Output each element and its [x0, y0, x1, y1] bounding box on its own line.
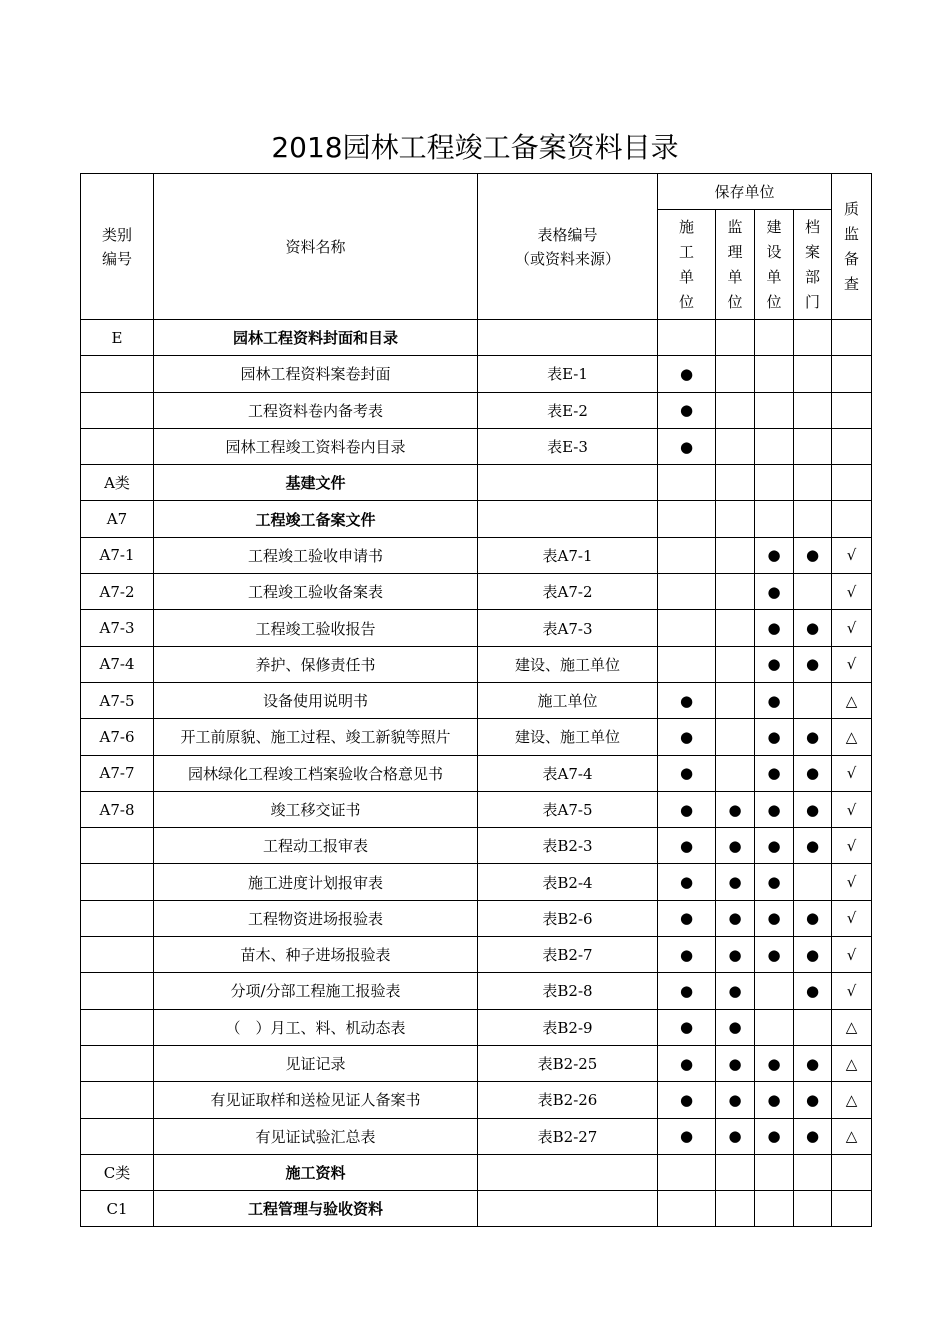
mark-archive	[794, 864, 832, 900]
row-form: 表E-3	[478, 428, 658, 464]
table-row	[81, 1118, 872, 1154]
mark-supervision	[716, 537, 755, 573]
row-code	[81, 973, 154, 1009]
mark-construction	[658, 537, 716, 573]
row-code: A7-4	[81, 646, 154, 682]
row-name: 工程竣工备案文件	[154, 501, 478, 537]
row-name: 园林工程竣工资料卷内目录	[154, 428, 478, 464]
mark-builder: ●	[755, 1118, 794, 1154]
mark-builder	[755, 465, 794, 501]
mark-archive	[794, 320, 832, 356]
mark-builder	[755, 1009, 794, 1045]
row-form: 建设、施工单位	[478, 646, 658, 682]
mark-builder	[755, 356, 794, 392]
mark-archive: ●	[794, 900, 832, 936]
mark-quality: √	[832, 755, 872, 791]
mark-supervision	[716, 610, 755, 646]
mark-quality: √	[832, 791, 872, 827]
mark-construction: ●	[658, 864, 716, 900]
row-code: C1	[81, 1191, 154, 1227]
table-row	[81, 755, 872, 791]
mark-quality: √	[832, 537, 872, 573]
row-code	[81, 1009, 154, 1045]
mark-supervision	[716, 646, 755, 682]
row-name: 养护、保修责任书	[154, 646, 478, 682]
row-name: 工程动工报审表	[154, 828, 478, 864]
table-row	[81, 864, 872, 900]
row-code	[81, 1118, 154, 1154]
row-code	[81, 1045, 154, 1081]
mark-quality	[832, 356, 872, 392]
mark-construction	[658, 574, 716, 610]
mark-archive: ●	[794, 646, 832, 682]
mark-supervision: ●	[716, 791, 755, 827]
table-row	[81, 428, 872, 464]
mark-builder: ●	[755, 682, 794, 718]
mark-supervision	[716, 1154, 755, 1190]
row-form: 表E-1	[478, 356, 658, 392]
row-name: 工程竣工验收备案表	[154, 574, 478, 610]
row-form: 表B2-3	[478, 828, 658, 864]
mark-supervision: ●	[716, 1118, 755, 1154]
row-name: 分项/分部工程施工报验表	[154, 973, 478, 1009]
mark-quality	[832, 501, 872, 537]
mark-quality: √	[832, 646, 872, 682]
mark-supervision	[716, 392, 755, 428]
table-row	[81, 392, 872, 428]
mark-supervision	[716, 755, 755, 791]
mark-archive: ●	[794, 755, 832, 791]
row-code	[81, 392, 154, 428]
header-builder: 建设单位	[755, 210, 794, 320]
row-code	[81, 428, 154, 464]
row-name: 园林工程资料封面和目录	[154, 320, 478, 356]
mark-supervision: ●	[716, 828, 755, 864]
mark-builder	[755, 973, 794, 1009]
row-form: 表B2-8	[478, 973, 658, 1009]
row-name: 见证记录	[154, 1045, 478, 1081]
row-name: 基建文件	[154, 465, 478, 501]
row-form: 表A7-4	[478, 755, 658, 791]
mark-supervision: ●	[716, 864, 755, 900]
table-row	[81, 356, 872, 392]
row-form	[478, 320, 658, 356]
row-code: A7-5	[81, 682, 154, 718]
row-code	[81, 1082, 154, 1118]
table-row	[81, 1045, 872, 1081]
table-row	[81, 610, 872, 646]
row-form: 表B2-27	[478, 1118, 658, 1154]
mark-supervision	[716, 465, 755, 501]
mark-archive: ●	[794, 973, 832, 1009]
mark-quality	[832, 1154, 872, 1190]
row-form: 表B2-25	[478, 1045, 658, 1081]
mark-supervision	[716, 682, 755, 718]
mark-builder	[755, 1154, 794, 1190]
row-code: A7-8	[81, 791, 154, 827]
mark-builder	[755, 320, 794, 356]
row-form: 表B2-7	[478, 937, 658, 973]
mark-quality: △	[832, 1045, 872, 1081]
table-row	[81, 1191, 872, 1227]
table-row	[81, 501, 872, 537]
table-row	[81, 682, 872, 718]
mark-archive	[794, 1009, 832, 1045]
row-form: 施工单位	[478, 682, 658, 718]
mark-builder: ●	[755, 755, 794, 791]
mark-quality: √	[832, 574, 872, 610]
row-name: 开工前原貌、施工过程、竣工新貌等照片	[154, 719, 478, 755]
row-form: 表A7-3	[478, 610, 658, 646]
row-name: 工程资料卷内备考表	[154, 392, 478, 428]
mark-archive: ●	[794, 791, 832, 827]
mark-archive	[794, 1191, 832, 1227]
table-row	[81, 719, 872, 755]
row-name: 园林绿化工程竣工档案验收合格意见书	[154, 755, 478, 791]
mark-archive	[794, 682, 832, 718]
mark-builder: ●	[755, 537, 794, 573]
mark-construction	[658, 646, 716, 682]
row-code: A7-2	[81, 574, 154, 610]
mark-supervision: ●	[716, 1009, 755, 1045]
row-form	[478, 1154, 658, 1190]
mark-supervision: ●	[716, 1082, 755, 1118]
mark-archive: ●	[794, 719, 832, 755]
mark-builder: ●	[755, 719, 794, 755]
mark-quality: √	[832, 937, 872, 973]
mark-archive: ●	[794, 1118, 832, 1154]
mark-construction	[658, 610, 716, 646]
mark-builder: ●	[755, 1082, 794, 1118]
mark-quality	[832, 392, 872, 428]
mark-builder: ●	[755, 864, 794, 900]
row-form: 表A7-5	[478, 791, 658, 827]
mark-supervision	[716, 1191, 755, 1227]
row-name: 工程竣工验收申请书	[154, 537, 478, 573]
mark-construction: ●	[658, 682, 716, 718]
mark-quality: √	[832, 900, 872, 936]
row-code: A7-7	[81, 755, 154, 791]
mark-construction	[658, 1191, 716, 1227]
mark-archive	[794, 501, 832, 537]
mark-archive: ●	[794, 1045, 832, 1081]
mark-builder	[755, 501, 794, 537]
mark-builder: ●	[755, 574, 794, 610]
mark-quality: △	[832, 1082, 872, 1118]
mark-construction: ●	[658, 719, 716, 755]
mark-quality: √	[832, 610, 872, 646]
mark-quality: √	[832, 828, 872, 864]
row-form: 表B2-6	[478, 900, 658, 936]
mark-construction: ●	[658, 973, 716, 1009]
header-construction: 施工单位	[658, 210, 716, 320]
row-name: 施工进度计划报审表	[154, 864, 478, 900]
mark-archive: ●	[794, 610, 832, 646]
header-archive: 档案部门	[794, 210, 832, 320]
table-row	[81, 1009, 872, 1045]
row-form: 表A7-1	[478, 537, 658, 573]
row-name: 苗木、种子进场报验表	[154, 937, 478, 973]
mark-quality	[832, 320, 872, 356]
row-code	[81, 937, 154, 973]
row-code: A7-6	[81, 719, 154, 755]
header-name: 资料名称	[154, 174, 478, 320]
row-form	[478, 465, 658, 501]
mark-construction	[658, 1154, 716, 1190]
mark-construction: ●	[658, 791, 716, 827]
mark-quality	[832, 1191, 872, 1227]
mark-supervision: ●	[716, 900, 755, 936]
mark-construction: ●	[658, 755, 716, 791]
mark-construction: ●	[658, 828, 716, 864]
table-row	[81, 1154, 872, 1190]
row-form: 表B2-26	[478, 1082, 658, 1118]
mark-construction: ●	[658, 428, 716, 464]
row-form: 建设、施工单位	[478, 719, 658, 755]
mark-archive: ●	[794, 537, 832, 573]
row-name: 工程竣工验收报告	[154, 610, 478, 646]
row-form	[478, 1191, 658, 1227]
mark-construction: ●	[658, 900, 716, 936]
row-name: 施工资料	[154, 1154, 478, 1190]
table-row	[81, 537, 872, 573]
row-form: 表E-2	[478, 392, 658, 428]
mark-archive	[794, 428, 832, 464]
mark-construction	[658, 320, 716, 356]
page-title: 2018园林工程竣工备案资料目录	[271, 131, 679, 164]
row-name: 工程物资进场报验表	[154, 900, 478, 936]
table-row	[81, 646, 872, 682]
row-name: 有见证取样和送检见证人备案书	[154, 1082, 478, 1118]
mark-construction: ●	[658, 1009, 716, 1045]
mark-supervision	[716, 719, 755, 755]
mark-archive	[794, 574, 832, 610]
mark-builder: ●	[755, 828, 794, 864]
mark-construction: ●	[658, 1045, 716, 1081]
row-code: A类	[81, 465, 154, 501]
table-row	[81, 973, 872, 1009]
row-code: A7-1	[81, 537, 154, 573]
mark-builder	[755, 428, 794, 464]
row-code: A7-3	[81, 610, 154, 646]
mark-quality: △	[832, 719, 872, 755]
row-code: A7	[81, 501, 154, 537]
mark-archive: ●	[794, 1082, 832, 1118]
row-form: 表A7-2	[478, 574, 658, 610]
mark-supervision	[716, 428, 755, 464]
mark-archive: ●	[794, 828, 832, 864]
row-code: C类	[81, 1154, 154, 1190]
mark-archive	[794, 392, 832, 428]
mark-quality: △	[832, 682, 872, 718]
table-row	[81, 828, 872, 864]
mark-supervision: ●	[716, 1045, 755, 1081]
mark-builder: ●	[755, 791, 794, 827]
mark-construction: ●	[658, 1082, 716, 1118]
mark-quality	[832, 465, 872, 501]
mark-supervision	[716, 501, 755, 537]
mark-quality: △	[832, 1009, 872, 1045]
row-code	[81, 900, 154, 936]
mark-construction	[658, 501, 716, 537]
row-name: 有见证试验汇总表	[154, 1118, 478, 1154]
mark-builder: ●	[755, 1045, 794, 1081]
mark-supervision	[716, 574, 755, 610]
row-form	[478, 501, 658, 537]
mark-builder: ●	[755, 610, 794, 646]
row-code	[81, 828, 154, 864]
mark-supervision: ●	[716, 937, 755, 973]
mark-supervision: ●	[716, 973, 755, 1009]
row-name: 园林工程资料案卷封面	[154, 356, 478, 392]
mark-quality	[832, 428, 872, 464]
table-row	[81, 1082, 872, 1118]
mark-supervision	[716, 356, 755, 392]
row-name: 设备使用说明书	[154, 682, 478, 718]
row-name: （ ）月工、料、机动态表	[154, 1009, 478, 1045]
mark-archive	[794, 465, 832, 501]
mark-construction	[658, 465, 716, 501]
table-body	[81, 320, 872, 1227]
archive-catalog-table	[80, 173, 872, 1227]
mark-archive: ●	[794, 937, 832, 973]
mark-construction: ●	[658, 392, 716, 428]
mark-construction: ●	[658, 356, 716, 392]
mark-supervision	[716, 320, 755, 356]
row-name: 工程管理与验收资料	[154, 1191, 478, 1227]
table-row	[81, 791, 872, 827]
mark-quality: √	[832, 973, 872, 1009]
mark-builder	[755, 392, 794, 428]
mark-archive	[794, 356, 832, 392]
header-category: 类别 编号	[81, 174, 154, 320]
table-row	[81, 900, 872, 936]
header-supervision: 监理单位	[716, 210, 755, 320]
header-quality: 质监备查	[832, 174, 872, 320]
table-row	[81, 320, 872, 356]
table-row	[81, 574, 872, 610]
row-code	[81, 356, 154, 392]
mark-builder	[755, 1191, 794, 1227]
mark-builder: ●	[755, 646, 794, 682]
mark-quality: △	[832, 1118, 872, 1154]
header-form: 表格编号 （或资料来源）	[478, 174, 658, 320]
mark-archive	[794, 1154, 832, 1190]
mark-construction: ●	[658, 937, 716, 973]
mark-builder: ●	[755, 937, 794, 973]
header-storage: 保存单位	[658, 174, 832, 210]
mark-quality: √	[832, 864, 872, 900]
table-row	[81, 465, 872, 501]
row-name: 竣工移交证书	[154, 791, 478, 827]
row-code: E	[81, 320, 154, 356]
table-row	[81, 937, 872, 973]
row-form: 表B2-9	[478, 1009, 658, 1045]
mark-builder: ●	[755, 900, 794, 936]
row-form: 表B2-4	[478, 864, 658, 900]
mark-construction: ●	[658, 1118, 716, 1154]
row-code	[81, 864, 154, 900]
